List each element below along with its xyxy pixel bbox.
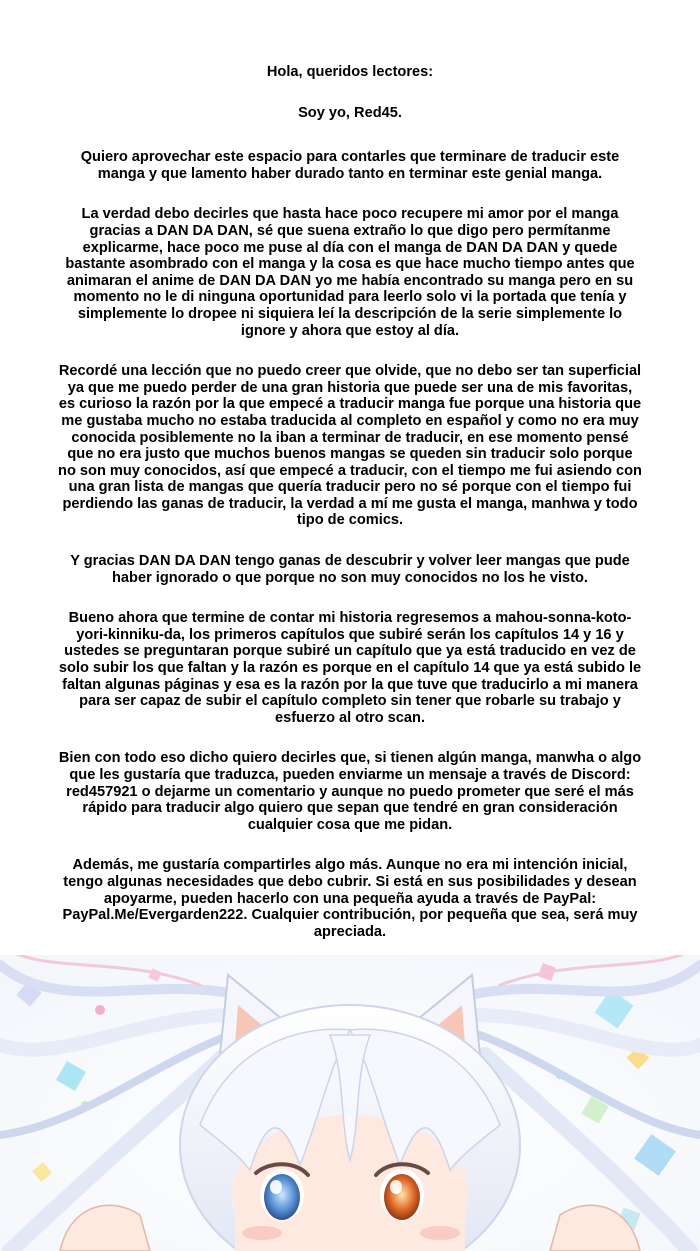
letter-paragraph-6: Bien con todo eso dicho quiero decirles que, si tienen algún manga, manwha o algo que les gustaría que traduzca, pueden enviarme un mensaje a través de Discord: red457921 o dejarme un comentario y aunque no puedo prometer que seré el más rápido para traducir algo quiero que sepan que tendré en gran consideración cualquier cosa que me pidan. [58,750,642,833]
letter-paragraph-4: Y gracias DAN DA DAN tengo ganas de descubrir y volver leer mangas que pude haber ignorado o que porque no son muy conocidos no los he visto. [70,553,630,586]
letter-paragraph-2: La verdad debo decirles que hasta hace poco recupere mi amor por el manga gracias a DAN DA DAN, sé que suena extraño lo que digo pero permítanme explicarme, hace poco me puse al día con el manga de DAN DA DAN y quede bastante asombrado con el manga y la cosa es que hace mucho tiempo antes que animaran el anime de DAN DA DAN yo me había encontrado su manga pero en su momento no le di ninguna oportunidad para leerlo solo vi la portada que tenía y simplemente lo dropee ni siquiera leí la descripción de la serie simplemente lo ignore y ahora que estoy al día. [65,206,635,339]
letter-intro: Soy yo, Red45. [298,104,402,121]
letter-greeting: Hola, queridos lectores: [266,64,434,80]
letter-paragraph-7: Además, me gustaría compartirles algo más. Aunque no era mi intención inicial, tengo algunas necesidades que debo cubrir. Si está en sus posibilidades y desean apoyarme, pueden hacerlo con una pequeña ayuda a través de PayPal: PayPal.Me/Evergarden222. Cualquier contribución, por pequeña que sea, será muy apreciada. [62,857,638,940]
translator-letter [58,64,642,1000]
letter-paragraph-5: Bueno ahora que termine de contar mi historia regresemos a mahou-sonna-koto-yori-kinniku-da, los primeros capítulos que subiré serán los capítulos 14 y 16 y ustedes se preguntaran porque subiré un capítulo que ya está traducido en vez de solo subir los que faltan y la razón es porque en el capítulo 14 que ya está subido le faltan algunas páginas y esa es la razón por la que tuve que traducirlo a mi manera para ser capaz de subir el capítulo completo sin tener que robarle su trabajo y esfuerzo al otro scan. [58,610,642,726]
letter-paragraph-1: Quiero aprovechar este espacio para contarles que terminare de traducir este manga y que lamento haber durado tanto en terminar este genial manga. [80,149,620,182]
letter-paragraph-3: Recordé una lección que no puedo creer que olvide, que no debo ser tan superficial ya que me puedo perder de una gran historia que puede ser una de mis favoritas, es curioso la razón por la que empecé a traducir manga fue porque una historia que me gustaba mucho no estaba traducida al completo en español y como no era muy conocida posiblemente no la iban a terminar de traducir, en ese momento pensé que no era justo que muchos buenos mangas se queden sin traducir solo porque no son muy conocidos, así que empecé a traducir, con el tiempo me fui asiendo con una gran lista de mangas que quería traducir pero no sé porque con el tiempo fui perdiendo las ganas de traducir, la verdad a mí me gusta el manga, manhwa y todo tipo de comics. [58,363,642,529]
anime-girl-illustration [0,955,700,1251]
